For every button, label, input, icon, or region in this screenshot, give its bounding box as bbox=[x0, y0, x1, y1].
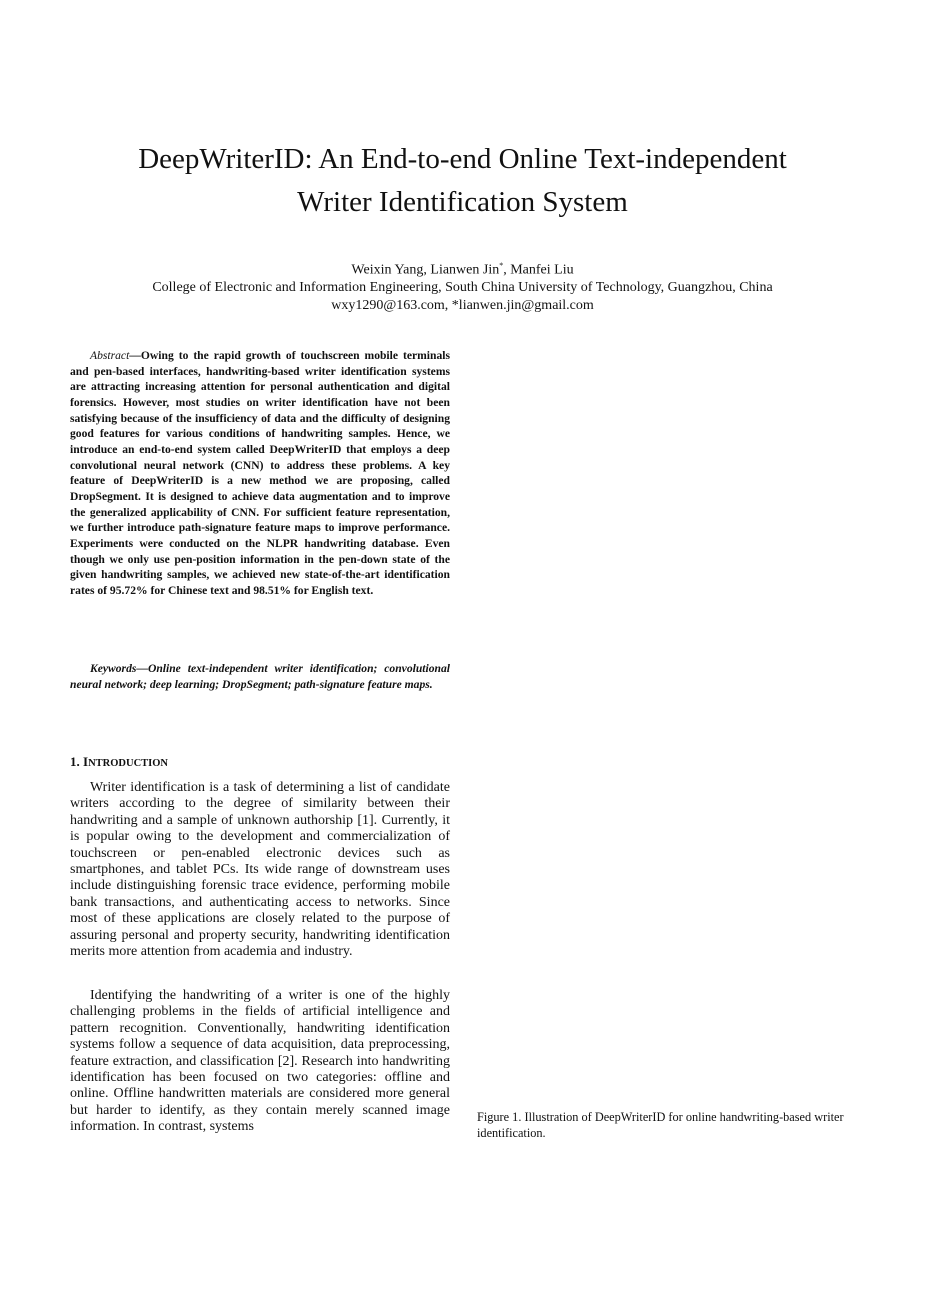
title-line-2: Writer Identification System bbox=[297, 186, 628, 218]
intro-paragraph-2: Identifying the handwriting of a writer is one of the highly challenging problems in the fields of artificial intelligence and pattern recognition. Conventionally, handwriting identification systems follow a sequence of data acquisition, data preprocessing, feature extraction, and classification [2]. Research into handwriting identification has been focused on two categories: offline and online. Offline handwritten materials are considered more general but harder to identify, as they contain merely scanned image information. In contrast, systems bbox=[70, 988, 450, 1135]
abstract bbox=[70, 348, 450, 599]
author-names: Weixin Yang, Lianwen Jin bbox=[351, 262, 500, 278]
figure-1-caption: Figure 1. Illustration of DeepWriterID for online handwriting-based writer identification. bbox=[477, 1110, 844, 1140]
intro-paragraph-1: Writer identification is a task of determining a list of candidate writers according to the degree of similarity between their handwriting and a sample of unknown authorship [1]. Currently, it is popular owing to the development and commercialization of touchscreen or pen-enabled electronic devices such as smartphones, and tablet PCs. Its wide range of downstream uses include distinguishing forensic trace evidence, performing mobile bank transactions, and authenticating access to networks. Since most of these applications are closely related to the purpose of assuring personal and property security, handwriting identification merits more attention from academia and industry. bbox=[70, 780, 450, 960]
figure-1-area bbox=[476, 345, 856, 1100]
section-initial: I bbox=[83, 754, 89, 769]
corresponding-author-mark: * bbox=[499, 261, 504, 270]
author-list bbox=[40, 257, 885, 280]
affiliation: College of Electronic and Information Engineering, South China University of Technology, Guangzhou, China bbox=[152, 280, 773, 295]
paper-title bbox=[40, 138, 885, 224]
abstract-text: —Owing to the rapid growth of touchscreen mobile terminals and pen-based interfaces, handwriting-based writer identification systems are attracting increasing attention for personal authentication and digital forensics. However, most studies on writer identification have not been satisfying because of the insufficiency of data and the difficulty of designing good features for various conditions of handwriting samples. Hence, we introduce an end-to-end system called DeepWriterID that employs a deep convolutional neural network (CNN) to address these problems. A key feature of DeepWriterID is a new method we are proposing, called DropSegment. It is designed to achieve data augmentation and to improve the generalized applicability of CNN. For sufficient feature representation, we further introduce path-signature feature maps to improve performance. Experiments were conducted on the NLPR handwriting database. Even though we only use pen-position information in the pen-down state of the given handwriting samples, we achieved new state-of-the-art identification rates of 95.72% for Chinese text and 98.51% for English text. bbox=[70, 349, 450, 597]
keywords: Keywords—Online text-independent writer identification; convolutional neural network; deep learning; DropSegment; path-signature feature maps. bbox=[70, 662, 450, 691]
author-emails: wxy1290@163.com, *lianwen.jin@gmail.com bbox=[331, 298, 594, 313]
author-names-tail: , Manfei Liu bbox=[503, 262, 574, 278]
section-heading-introduction bbox=[70, 754, 168, 770]
title-line-1: DeepWriterID: An End-to-end Online Text-independent bbox=[138, 143, 787, 175]
abstract-lead: Abstract bbox=[90, 349, 130, 362]
section-title-rest: NTRODUCTION bbox=[88, 758, 168, 769]
section-number: 1. bbox=[70, 754, 83, 769]
